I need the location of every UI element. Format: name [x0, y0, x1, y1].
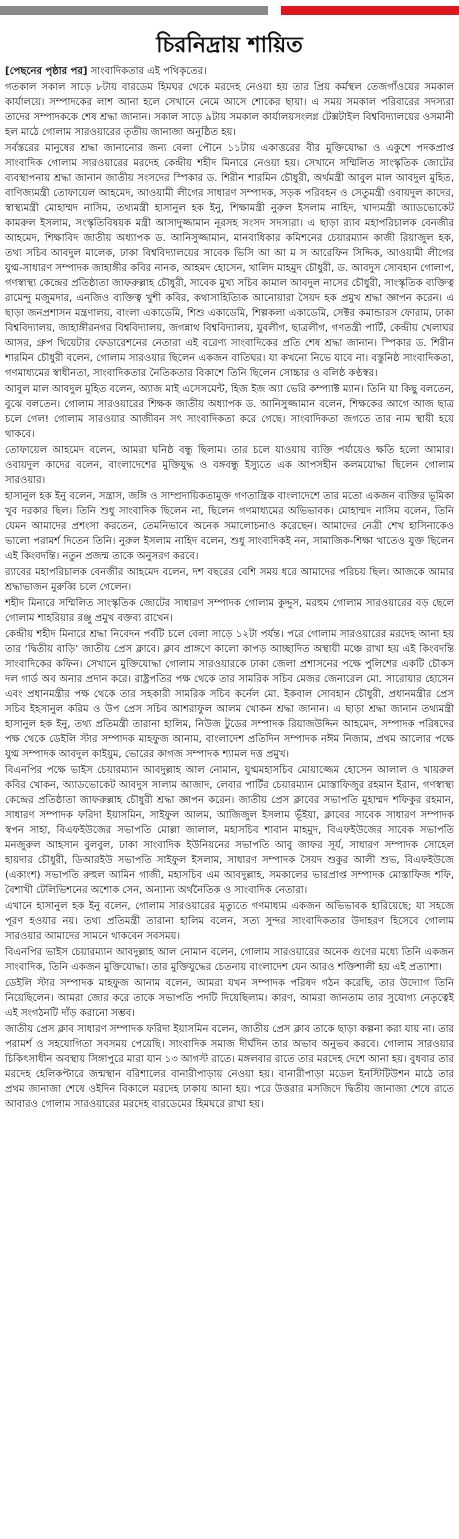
article-paragraph: সর্বস্তরের মানুষের শ্রদ্ধা জানানোর জন্য বেলা পৌনে ১১টায় একাত্তরের বীর মুক্তিযোদ্ধা ও একুশে পদকপ্রাপ্ত সাংবাদিক গোলাম সারওয়ারের মরদেহ কেন্দ্রীয় শহীদ মিনারে নেওয়া হয়। সেখানে সম্মিলিত সাংস্কৃতিক জোটের ব্যবস্থাপনায় শ্রদ্ধা জানান জাতীয় সংসদের স্পিকার ড. শিরীন শারমিন চৌধুরী, অর্থমন্ত্রী আবুল মাল আবদুল মুহিত, বাণিজ্যমন্ত্রী তোফায়েল আহমেদ, আওয়ামী লীগের সাধারণ সম্পাদক, সড়ক পরিবহন ও সেতুমন্ত্রী ওবায়দুল কাদের, স্বাস্থ্যমন্ত্রী মোহাম্মদ নাসিম, তথ্যমন্ত্রী হাসানুল হক ইনু, শিক্ষামন্ত্রী নুরুল ইসলাম নাহিদ, খাদ্যমন্ত্রী অ্যাডভোকেট কামরুল ইসলাম, সংস্কৃতিবিষয়ক মন্ত্রী আসাদুজ্জামান নূরসহ সংসদ সদস্যরা। এ ছাড়া র‌্যাব মহাপরিচালক বেনজীর আহমেদ, শিক্ষাবিদ জাতীয় অধ্যাপক ড. আনিসুজ্জামান, মানবাধিকার কমিশনের চেয়ারম্যান কাজী রিয়াজুল হক, তথ্য সচিব আবদুল মালেক, ঢাকা বিশ্ববিদ্যালয়ের সাবেক ভিসি আ আ ম স আরেফিন সিদ্দিক, আওয়ামী লীগের যুগ্ম-সাধারণ সম্পাদক জাহাঙ্গীর কবির নানক, আহমদ হোসেন, খালিদ মাহমুদ চৌধুরী, ড. আবদুস সোবহান গোলাপ, গণস্বাস্থ্য কেন্দ্রের প্রতিষ্ঠাতা জাফরুল্লাহ চৌধুরী, সাবেক মুখ্য সচিব কামাল আবদুল নাসের চৌধুরী, সাংস্কৃতিক ব্যক্তিত্ব রামেন্দু মজুমদার, এনজিও ব্যক্তিত্ব খুশী কবির, কথাসাহিত্যিক আনোয়ারা সৈয়দ হক প্রমুখ শ্রদ্ধা জ্ঞাপন করেন। এ ছাড়া জনপ্রশাসন মন্ত্রণালয়, বাংলা একাডেমি, শিশু একাডেমি, শিল্পকলা একাডেমি, সেক্টর কমান্ডারস ফোরাম, ঢাকা বিশ্ববিদ্যালয়, জাহাঙ্গীরনগর বিশ্ববিদ্যালয়, জগন্নাথ বিশ্ববিদ্যালয়, যুবলীগ, ছাত্রলীগ, গণতন্ত্রী পার্টি, কেন্দ্রীয় খেলাঘর আসর, গ্রুপ থিয়েটার ফেডারেশনের নেতারা এই বরেণ্য সাংবাদিকের প্রতি শেষ শ্রদ্ধা জানান। স্পিকার ড. শিরীন শারমিন চৌধুরী বলেন, গোলাম সারওয়ার ছিলেন একজন বাতিঘর। যা কখনো নিভে যাবে না। বস্তুনিষ্ঠ সাংবাদিকতা, গণমাধ্যমের স্বাধীনতা, সাংবাদিকতার নৈতিকতার বিকাশে তিনি ছিলেন সোচ্চার ও বলিষ্ঠ কণ্ঠস্বর।: [5, 143, 454, 379]
article-paragraph: এখানে হাসানুল হক ইনু বলেন, গোলাম সারওয়ারের মৃত্যুতে গণমাধ্যম একজন অভিভাবক হারিয়েছে; যা সহজে পূরণ হওয়ার নয়। তথ্য প্রতিমন্ত্রী তারানা হালিম বলেন, সত্য সুন্দর সাংবাদিকতার উদাহরণ হিসেবে গোলাম সারওয়ার আমাদের সামনে থাকবেন সবসময়।: [5, 901, 454, 942]
article-headline: চিরনিদ্রায় শায়িত: [156, 32, 303, 58]
article-paragraph: তোফায়েল আহমেদ বলেন, আমরা ঘনিষ্ঠ বন্ধু ছিলাম। তার চলে যাওয়ায় ব্যক্তি পর্যায়েও ক্ষতি হলো আমার। ওবায়দুল কাদের বলেন, বাংলাদেশের মুক্তিযুদ্ধ ও বঙ্গবন্ধু ইস্যুতে এক আপসহীন কলমযোদ্ধা ছিলেন গোলাম সারওয়ার।: [5, 445, 454, 486]
article-paragraph: বিএনপির পক্ষে ভাইস চেয়ারম্যান আবদুল্লাহ আল নোমান, যুগ্মমহাসচিব মোয়াজ্জেম হোসেন আলাল ও খায়রুল কবির খোকন, অ্যাডভোকেট আবদুস সালাম আজাদ, লেবার পার্টির চেয়ারম্যান মোস্তাফিজুর রহমান ইরান, গণস্বাস্থ্য কেন্দ্রের প্রতিষ্ঠাতা জাফরুল্লাহ চৌধুরী শ্রদ্ধা জ্ঞাপন করেন। জাতীয় প্রেস ক্লাবের সভাপতি মুহাম্মদ শফিকুর রহমান, সাধারণ সম্পাদক ফরিদা ইয়াসমিন, সাইফুল আলম, আজিজুল ইসলাম ভূঁইয়া, ক্লাবের সাবেক সাধারণ সম্পাদক স্বপন সাহা, বিএফইউজের সভাপতি মোল্লা জালাল, মহাসচিব শাবান মাহমুদ, বিএফইউজের সাবেক সভাপতি মনজুরুল আহসান বুলবুল, ঢাকা সাংবাদিক ইউনিয়নের সভাপতি আবু জাফর সূর্য, সাধারণ সম্পাদক সোহেল হায়দার চৌধুরী, ডিআরইউ সভাপতি সাইফুল ইসলাম, সাধারণ সম্পাদক সৈয়দ শুকুর আলী শুভ, বিএফইউজে (একাংশ) সভাপতি রুহুল আমিন গাজী, মহাসচিব এম আবদুল্লাহ, সমকালের ভারপ্রাপ্ত সম্পাদক মোস্তাফিজ শফি, বৈশাখী টেলিভিশনের অশোক সেন, অন্যান্য অর্থনৈতিক ও সাংবাদিক নেতারা।: [5, 765, 454, 896]
article-paragraph: শহীদ মিনারে সম্মিলিত সাংস্কৃতিক জোটের সাধারণ সম্পাদক গোলাম কুদ্দুস, মরহুম গোলাম সারওয়ারের বড় ছেলে গোলাম শাহরিয়ার রঞ্জু প্রমুখ বক্তব্য রাখেন।: [5, 598, 454, 624]
gray-rule-bar: [0, 6, 268, 15]
article-paragraph: কেন্দ্রীয় শহীদ মিনারে শ্রদ্ধা নিবেদন পর্বটি চলে বেলা সাড়ে ১২টা পর্যন্ত। পরে গোলাম সারওয়ারের মরদেহ আনা হয় তার ‘দ্বিতীয় বাড়ি’ জাতীয় প্রেস ক্লাবে। ক্লাব প্রাঙ্গণে কালো কাপড় আচ্ছাদিত অস্থায়ী মঞ্চে রাখা হয় এই কিংবদন্তি সাংবাদিকের কফিন। সেখানে মুক্তিযোদ্ধা গোলাম সারওয়ারকে ঢাকা জেলা প্রশাসনের পক্ষে পুলিশের একটি চৌকস দল গার্ড অব অনার প্রদান করে। রাষ্ট্রপতির পক্ষ থেকে তার সামরিক সচিব মেজর জেনারেল মো. সারোয়ার হোসেন এবং প্রধানমন্ত্রীর পক্ষ থেকে তার সহকারী সামরিক সচিব কর্নেল মো. ইকবাল সোবহান চৌধুরী, প্রধানমন্ত্রীর প্রেস সচিব ইহসানুল করিম ও উপ প্রেস সচিব আশরাফুল আলম খোকন শ্রদ্ধা জানান। এ ছাড়া শ্রদ্ধা জানান তথ্যমন্ত্রী হাসানুল হক ইনু, তথ্য প্রতিমন্ত্রী তারানা হালিম, নিউজ টুডের সম্পাদক রিয়াজউদ্দিন আহমেদ, সম্পাদক পরিষদের পক্ষ থেকে ডেইলি স্টার সম্পাদক মাহফুজ আনাম, বাংলাদেশ প্রতিদিন সম্পাদক নঈম নিজাম, প্রথম আলোর পক্ষে যুগ্ম সম্পাদক আবদুল কাইয়ুম, ভোরের কাগজ সম্পাদক শ্যামল দত্ত প্রমুখ।: [5, 629, 454, 760]
paragraph-text: সাংবাদিকতার এই পথিকৃতের।: [90, 66, 207, 77]
article-paragraph: র‌্যাবের মহাপরিচালক বেনজীর আহমেদ বলেন, দশ বছরের বেশি সময় ধরে আমাদের পরিচয় ছিল। আজকে আমার শ্রদ্ধাভাজন মুরুব্বি চলে গেলেন।: [5, 567, 454, 593]
article-paragraph: বিএনপির ভাইস চেয়ারম্যান আবদুল্লাহ আল নোমান বলেন, গোলাম সারওয়ারের অনেক গুণের মধ্যে তিনি একজন সাংবাদিক, তিনি একজন মুক্তিযোদ্ধা। তার মুক্তিযুদ্ধের চেতনায় বাংলাদেশ যেন আরও শক্তিশালী হয় এই প্রত্যাশা।: [5, 947, 454, 973]
article-paragraph: জাতীয় প্রেস ক্লাব সাধারণ সম্পাদক ফরিদা ইয়াসমিন বলেন, জাতীয় প্রেস ক্লাব তাকে ছাড়া কল্পনা করা যায় না। তার পরামর্শ ও সহযোগিতা সবসময় পেয়েছি। সাংবাদিক সমাজ দীর্ঘদিন তার অভাব অনুভব করবে। গোলাম সারওয়ার চিকিৎসাধীন অবস্থায় সিঙ্গাপুরে মারা যান ১৩ আগস্ট রাতে। মঙ্গলবার রাতে তার মরদেহ দেশে আনা হয়। বুধবার তার মরদেহ হেলিকপ্টারে জন্মস্থান বরিশালের বানারীপাড়ায় নেওয়া হয়। বানারীপাড়া মডেল ইনস্টিটিউশন মাঠে তার প্রথম জানাজা শেষে ওইদিন বিকালে মরদেহ ঢাকায় আনা হয়। পরে উত্তরার মসজিদে দ্বিতীয় জানাজা শেষে রাতে আবারও গোলাম সারওয়ারের মরদেহ বারডেমের হিমঘরে রাখা হয়।: [5, 1024, 454, 1110]
red-rule-bar: [281, 6, 459, 15]
header-rule: [0, 6, 459, 15]
jump-tag: [পেছনের পৃষ্ঠার পর]: [5, 66, 88, 77]
article-paragraph: ডেইলি স্টার সম্পাদক মাহফুজ আনাম বলেন, আমরা যখন সম্পাদক পরিষদ গঠন করেছি, তার উদ্যোগ তিনি নিয়েছিলেন। আমরা জোর করে তাকে সভাপতি পদটি দিয়েছিলাম। কারণ, আমরা জানতাম তার সুযোগ্য নেতৃত্বেই এই সংগঠনটি দাঁড় করানো সম্ভব।: [5, 978, 454, 1019]
article-paragraph: হাসানুল হক ইনু বলেন, সন্ত্রাস, জঙ্গি ও সাম্প্রদায়িকতামুক্ত গণতান্ত্রিক বাংলাদেশে তার মতো একজন ব্যক্তির ভূমিকা খুব দরকার ছিল। তিনি শুধু সাংবাদিক ছিলেন না, ছিলেন গণমাধ্যমের অভিভাবক। মোহাম্মদ নাসিম বলেন, তিনি যেমন আমাদের প্রশংসা করতেন, তেমনিভাবে অনেক সমালোচনাও করেছেন। আমাদের নেত্রী শেখ হাসিনাকেও ভালো পরামর্শ দিতেন তিনি। নুরুল ইসলাম নাহিদ বলেন, শুধু সাংবাদিকই নন, সামাজিক-শিক্ষা খাতেও যুক্ত ছিলেন এই কিংবদন্তি। নতুন প্রজন্ম তাকে অনুসরণ করবে।: [5, 491, 454, 562]
article-paragraph: [5, 64, 454, 79]
article-paragraph: আবুল মাল আবদুল মুহিত বলেন, অ্যাজ মাই এসেসমেন্ট, হিজ ইজ অ্যা ভেরি কম্প্যাক্ট ম্যান। তিনি যা কিছু বলতেন, বুঝে বলতেন। গোলাম সারওয়ারের শিক্ষক জাতীয় অধ্যাপক ড. আনিসুজ্জামান বলেন, শিক্ষকের আগে আজ ছাত্র চলে গেল! গোলাম সারওয়ার আজীবন সৎ সাংবাদিকতা করে গেছে। সাংবাদিকতা জগতে তার নাম স্থায়ী হয়ে থাকবে।: [5, 384, 454, 440]
article-body: [5, 64, 454, 1534]
article-paragraph: গতকাল সকাল সাড়ে ৮টায় বারডেম হিমঘর থেকে মরদেহ নেওয়া হয় তার প্রিয় কর্মস্থল তেজগাঁওয়ের সমকাল কার্যালয়ে। সম্পাদকের লাশ আনা হলে সেখানে নেমে আসে শোকের ছায়া। এ সময় সমকাল পরিবারের সদস্যরা তাদের সম্পাদককে শেষ শ্রদ্ধা জানান। সকাল সাড়ে ৯টায় সমকাল কার্যালয়সংলগ্ন টেক্সটাইল বিশ্ববিদ্যালয়ের ওসমানী হল মাঠে গোলাম সারওয়ারের তৃতীয় জানাজা অনুষ্ঠিত হয়।: [5, 82, 454, 138]
